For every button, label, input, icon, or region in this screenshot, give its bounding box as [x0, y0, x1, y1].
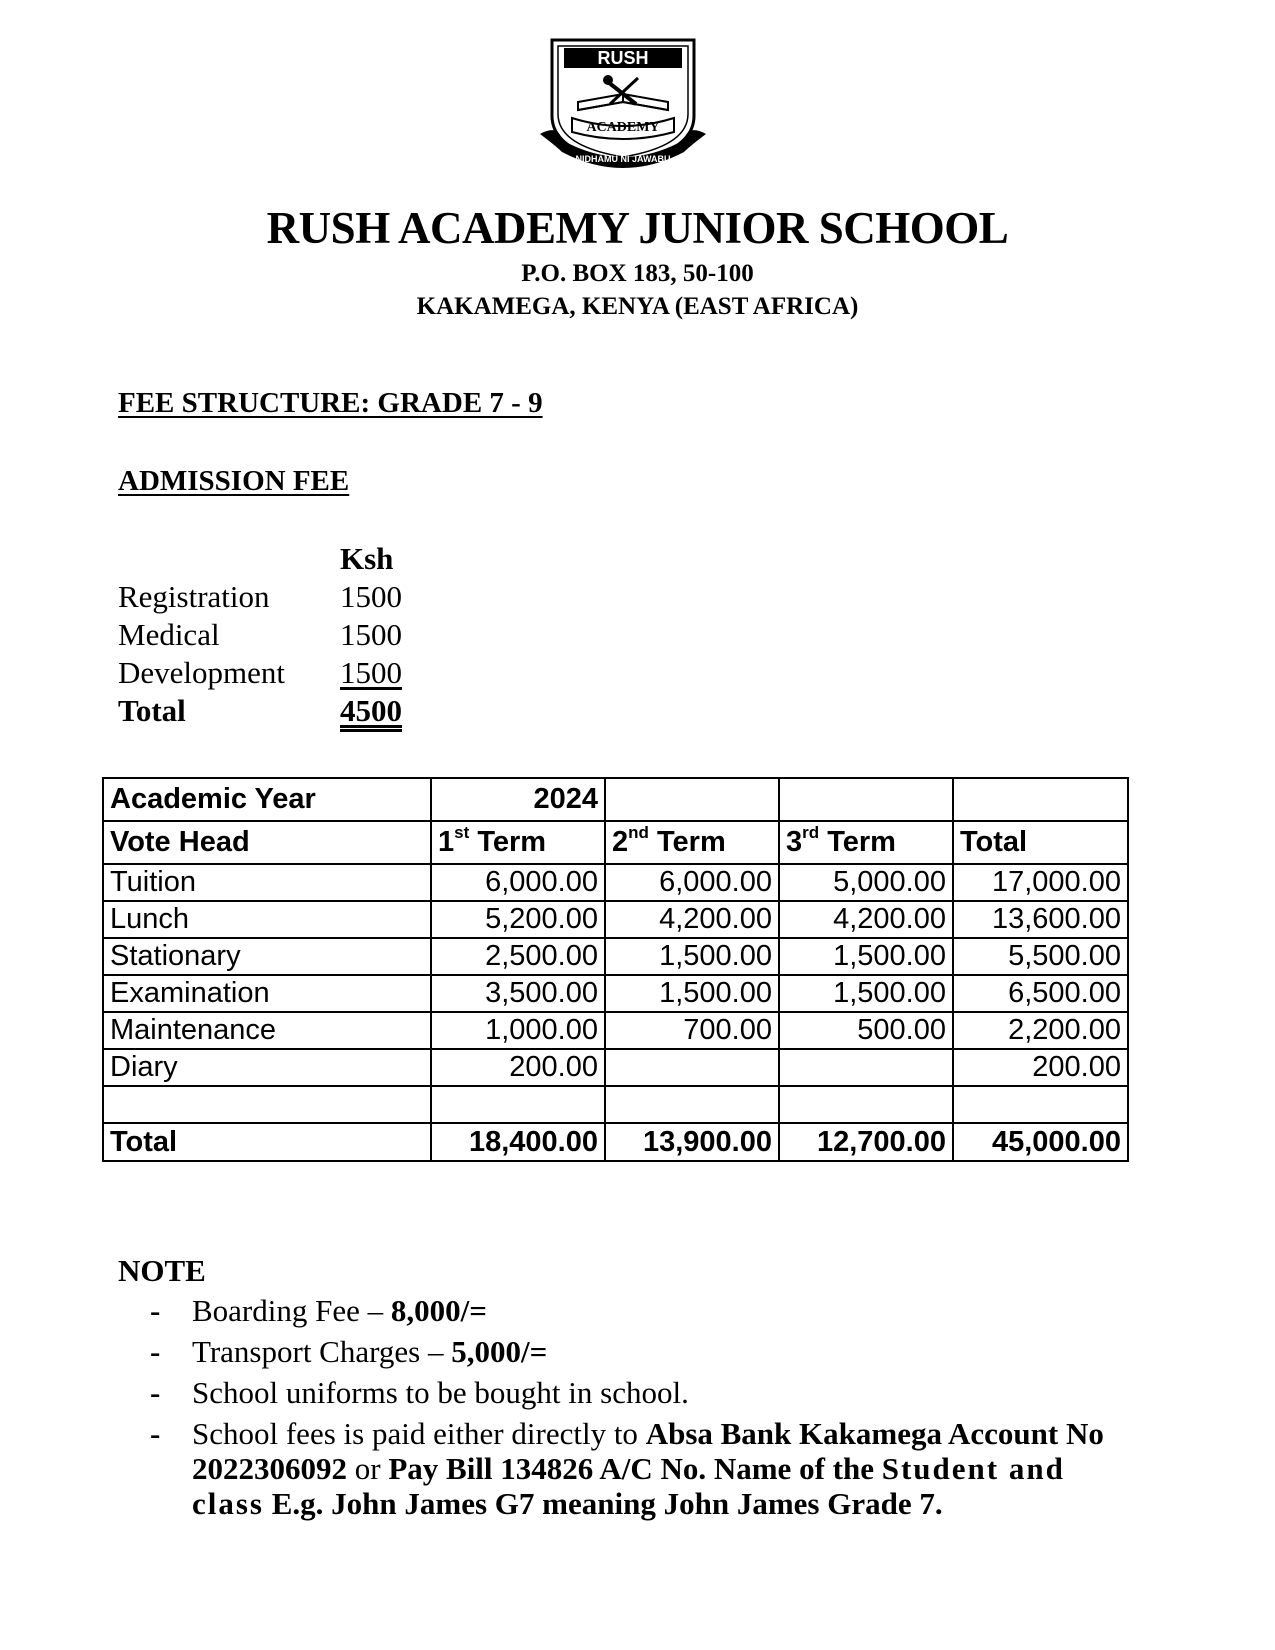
vote-head-name: Tuition [103, 864, 431, 901]
empty-cell [431, 1086, 605, 1123]
empty-cell [953, 1086, 1128, 1123]
grand-total: 45,000.00 [953, 1123, 1128, 1161]
table-total-row [103, 1123, 1128, 1161]
term3-total: 12,700.00 [779, 1123, 953, 1161]
term3-cell: 1,500.00 [779, 938, 953, 975]
table-header-row [103, 821, 1128, 864]
empty-cell [779, 778, 953, 821]
notes-list [150, 1293, 1140, 1527]
table-row [103, 864, 1128, 901]
bullet-dash: - [150, 1375, 161, 1410]
term3-cell: 1,500.00 [779, 975, 953, 1012]
bullet-dash: - [150, 1416, 161, 1451]
term3-cell: 500.00 [779, 1012, 953, 1049]
empty-cell [103, 1086, 431, 1123]
admission-currency: Ksh [340, 541, 394, 576]
table-row [103, 938, 1128, 975]
table-header-row [103, 778, 1128, 821]
vote-head-name: Maintenance [103, 1012, 431, 1049]
total-header: Total [953, 821, 1128, 864]
admission-item-amount: 1500 [340, 579, 402, 614]
note-item-payment: - School fees is paid either directly to Absa Bank Kakamega Account No 2022306092 or Pay Bill 134826 A/C No. Name of the Student and class E.g. John James G7 meaning John James Grade 7. [150, 1416, 1104, 1521]
term2-cell [605, 1049, 779, 1086]
term2-cell: 1,500.00 [605, 975, 779, 1012]
term2-total: 13,900.00 [605, 1123, 779, 1161]
empty-cell [779, 1086, 953, 1123]
bullet-dash: - [150, 1293, 161, 1328]
admission-item-label: Registration [118, 579, 270, 614]
vote-head-name: Examination [103, 975, 431, 1012]
row-total-cell: 13,600.00 [953, 901, 1128, 938]
empty-cell [953, 778, 1128, 821]
total-row-label: Total [103, 1123, 431, 1161]
row-total-cell: 2,200.00 [953, 1012, 1128, 1049]
term1-header: 1st Term [431, 821, 605, 864]
school-crest-logo [538, 34, 708, 194]
term3-cell: 4,200.00 [779, 901, 953, 938]
crest-motto-text: NIDHAMU NI JAWABU [575, 154, 671, 164]
admission-total-label: Total [118, 693, 186, 728]
table-row [103, 1012, 1128, 1049]
crest-middle-text: ACADEMY [586, 120, 660, 135]
term1-cell: 5,200.00 [431, 901, 605, 938]
table-row [103, 975, 1128, 1012]
admission-fee-heading: ADMISSION FEE [118, 465, 350, 497]
address-line-2: KAKAMEGA, KENYA (EAST AFRICA) [416, 293, 859, 320]
admission-item-amount: 1500 [340, 617, 402, 652]
term1-cell: 1,000.00 [431, 1012, 605, 1049]
vote-head-name: Diary [103, 1049, 431, 1086]
admission-item-amount: 1500 [340, 655, 402, 690]
empty-cell [605, 778, 779, 821]
term1-cell: 200.00 [431, 1049, 605, 1086]
term2-cell: 6,000.00 [605, 864, 779, 901]
term2-header: 2nd Term [605, 821, 779, 864]
academic-year-label: Academic Year [103, 778, 431, 821]
vote-head-name: Lunch [103, 901, 431, 938]
bullet-dash: - [150, 1334, 161, 1369]
term3-header: 3rd Term [779, 821, 953, 864]
row-total-cell: 6,500.00 [953, 975, 1128, 1012]
address-line-1: P.O. BOX 183, 50-100 [521, 260, 754, 287]
crest-top-text: RUSH [597, 48, 649, 68]
note-item-boarding: - Boarding Fee – 8,000/= [150, 1293, 487, 1328]
admission-item-label: Medical [118, 617, 220, 652]
table-row [103, 1049, 1128, 1086]
academic-year-value: 2024 [431, 778, 605, 821]
table-row-empty [103, 1086, 1128, 1123]
note-item-transport: - Transport Charges – 5,000/= [150, 1334, 548, 1369]
table-row [103, 901, 1128, 938]
term1-cell: 6,000.00 [431, 864, 605, 901]
vote-head-name: Stationary [103, 938, 431, 975]
admission-item-label: Development [118, 655, 286, 690]
term1-total: 18,400.00 [431, 1123, 605, 1161]
term1-cell: 3,500.00 [431, 975, 605, 1012]
note-title: NOTE [118, 1253, 206, 1288]
term3-cell [779, 1049, 953, 1086]
empty-cell [605, 1086, 779, 1123]
term3-cell: 5,000.00 [779, 864, 953, 901]
term1-cell: 2,500.00 [431, 938, 605, 975]
row-total-cell: 5,500.00 [953, 938, 1128, 975]
term2-cell: 1,500.00 [605, 938, 779, 975]
note-item-uniforms: - School uniforms to be bought in school. [150, 1375, 689, 1410]
admission-total-amount: 4500 [340, 693, 402, 728]
school-name: RUSH ACADEMY JUNIOR SCHOOL [266, 203, 1009, 253]
fee-table [102, 777, 1129, 1162]
term2-cell: 700.00 [605, 1012, 779, 1049]
row-total-cell: 200.00 [953, 1049, 1128, 1086]
row-total-cell: 17,000.00 [953, 864, 1128, 901]
vote-head-label: Vote Head [103, 821, 431, 864]
term2-cell: 4,200.00 [605, 901, 779, 938]
fee-structure-heading: FEE STRUCTURE: GRADE 7 - 9 [118, 387, 543, 419]
